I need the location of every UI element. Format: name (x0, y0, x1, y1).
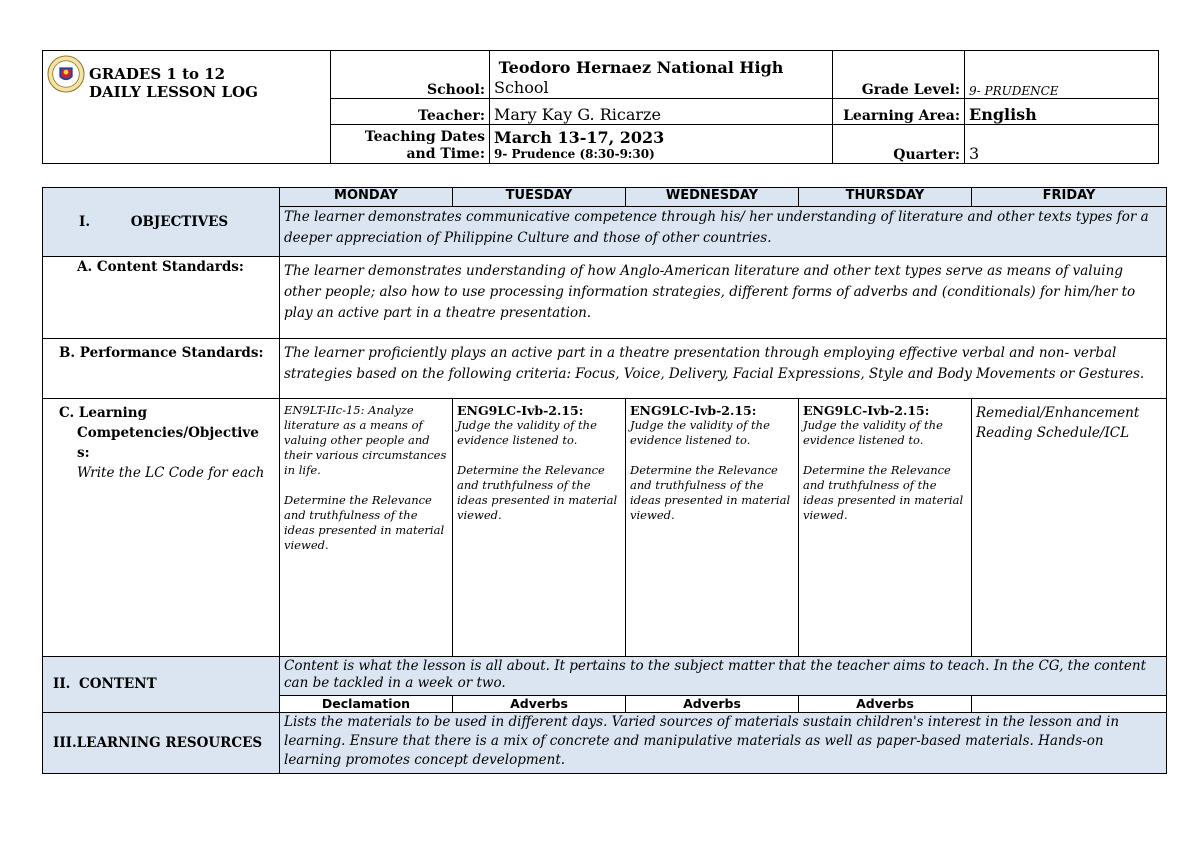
content-standards-label: A. Content Standards: (43, 257, 280, 339)
content-topic-thursday: Adverbs (799, 696, 972, 713)
content-label-num: II. (53, 676, 71, 692)
day-header-tuesday: TUESDAY (453, 188, 626, 207)
performance-standards-label: B. Performance Standards: (43, 339, 280, 399)
content-standards-text: The learner demonstrates understanding of how Anglo-American literature and other text types serve as means of valuing other people; also how to use processing information strategies, different forms of adverbs and (conditionals) for him/her to play an active part in a theatre presentation. (280, 257, 1167, 339)
objectives-label (43, 188, 280, 257)
competency-tuesday-code: ENG9LC-Ivb-2.15: (457, 403, 584, 418)
quarter-label: Quarter: (833, 125, 965, 164)
day-header-monday: MONDAY (280, 188, 453, 207)
school-value-line2: School (494, 78, 549, 97)
grade-level-value: 9- PRUDENCE (965, 51, 1159, 99)
school-value-line1: Teodoro Hernaez National High (498, 58, 784, 77)
content-topic-tuesday: Adverbs (453, 696, 626, 713)
teaching-dates-value-line2: 9- Prudence (8:30-9:30) (494, 147, 655, 161)
competency-thursday-text2: Determine the Relevance and truthfulness of the ideas presented in material viewed. (803, 463, 964, 522)
school-value (490, 51, 833, 99)
day-header-friday: FRIDAY (972, 188, 1167, 207)
teaching-dates-value (490, 125, 833, 164)
competencies-label-line3: s: (77, 445, 90, 461)
header-table (42, 50, 1159, 164)
teaching-dates-label-line2: and Time: (406, 146, 485, 162)
doc-title-line1: GRADES 1 to 12 (89, 65, 226, 83)
competency-monday-code: EN9LT-IIc-15: (284, 403, 365, 417)
teacher-label: Teacher: (331, 99, 490, 125)
competency-thursday-text: Judge the validity of the evidence listened to. (803, 418, 943, 447)
competency-wednesday-text2: Determine the Relevance and truthfulness of the ideas presented in material viewed. (630, 463, 791, 522)
header-logo-cell (43, 51, 331, 164)
content-topic-wednesday: Adverbs (626, 696, 799, 713)
learning-area-value: English (965, 99, 1159, 125)
content-label-text: CONTENT (79, 676, 157, 692)
competencies-label-note: Write the LC Code for each (77, 465, 265, 481)
competency-monday (280, 399, 453, 657)
competency-monday-text: Analyze literature as a means of valuing other people and their various circumstances in life. (284, 403, 447, 477)
learning-area-label: Learning Area: (833, 99, 965, 125)
competencies-label-line2: Competencies/Objective (77, 425, 259, 441)
learning-resources-label-num: III. (53, 734, 77, 751)
competency-wednesday (626, 399, 799, 657)
competency-tuesday (453, 399, 626, 657)
teacher-value: Mary Kay G. Ricarze (490, 99, 833, 125)
teaching-dates-label (331, 125, 490, 164)
objectives-label-num: I. (79, 213, 91, 230)
objectives-text: The learner demonstrates communicative competence through his/ her understanding of literature and other texts types for a deeper appreciation of Philippine Culture and those of other countries. (280, 207, 1167, 257)
deped-seal-icon (47, 55, 85, 93)
performance-standards-text: The learner proficiently plays an active part in a theatre presentation through employing effective verbal and non- verbal strategies based on the following criteria: Focus, Voice, Delivery, Facial Expressions, Style and Body Movements or Gestures. (280, 339, 1167, 399)
competency-wednesday-code: ENG9LC-Ivb-2.15: (630, 403, 757, 418)
learning-resources-label-text: LEARNING RESOURCES (76, 734, 263, 751)
teaching-dates-value-line1: March 13-17, 2023 (494, 128, 665, 147)
doc-title-line2: DAILY LESSON LOG (89, 83, 258, 101)
grade-level-label: Grade Level: (833, 51, 965, 99)
objectives-label-text: OBJECTIVES (130, 213, 229, 230)
day-header-wednesday: WEDNESDAY (626, 188, 799, 207)
competencies-label (43, 399, 280, 657)
learning-resources-label (43, 713, 280, 774)
content-text: Content is what the lesson is all about. It pertains to the subject matter that the teacher aims to teach. In the CG, the content can be tackled in a week or two. (280, 657, 1167, 696)
school-label: School: (331, 51, 490, 99)
competency-monday-text2: Determine the Relevance and truthfulness of the ideas presented in material viewed. (284, 493, 445, 552)
content-topic-monday: Declamation (280, 696, 453, 713)
competency-thursday-code: ENG9LC-Ivb-2.15: (803, 403, 930, 418)
competencies-label-line1: C. Learning (59, 405, 148, 421)
competency-friday: Remedial/Enhancement Reading Schedule/ICL (972, 399, 1167, 657)
competency-wednesday-text: Judge the validity of the evidence listened to. (630, 418, 770, 447)
content-topic-friday (972, 696, 1167, 713)
competency-thursday (799, 399, 972, 657)
quarter-value: 3 (965, 125, 1159, 164)
learning-resources-text: Lists the materials to be used in different days. Varied sources of materials sustain children's interest in the lesson and in learning. Ensure that there is a mix of concrete and manipulative materials as well as paper-based materials. Hands-on learning promotes concept development. (280, 713, 1167, 774)
competency-tuesday-text2: Determine the Relevance and truthfulness of the ideas presented in material viewed. (457, 463, 618, 522)
competency-tuesday-text: Judge the validity of the evidence listened to. (457, 418, 597, 447)
day-header-thursday: THURSDAY (799, 188, 972, 207)
lesson-log-table (42, 187, 1167, 774)
teaching-dates-label-line1: Teaching Dates (364, 129, 485, 145)
content-label (43, 657, 280, 713)
